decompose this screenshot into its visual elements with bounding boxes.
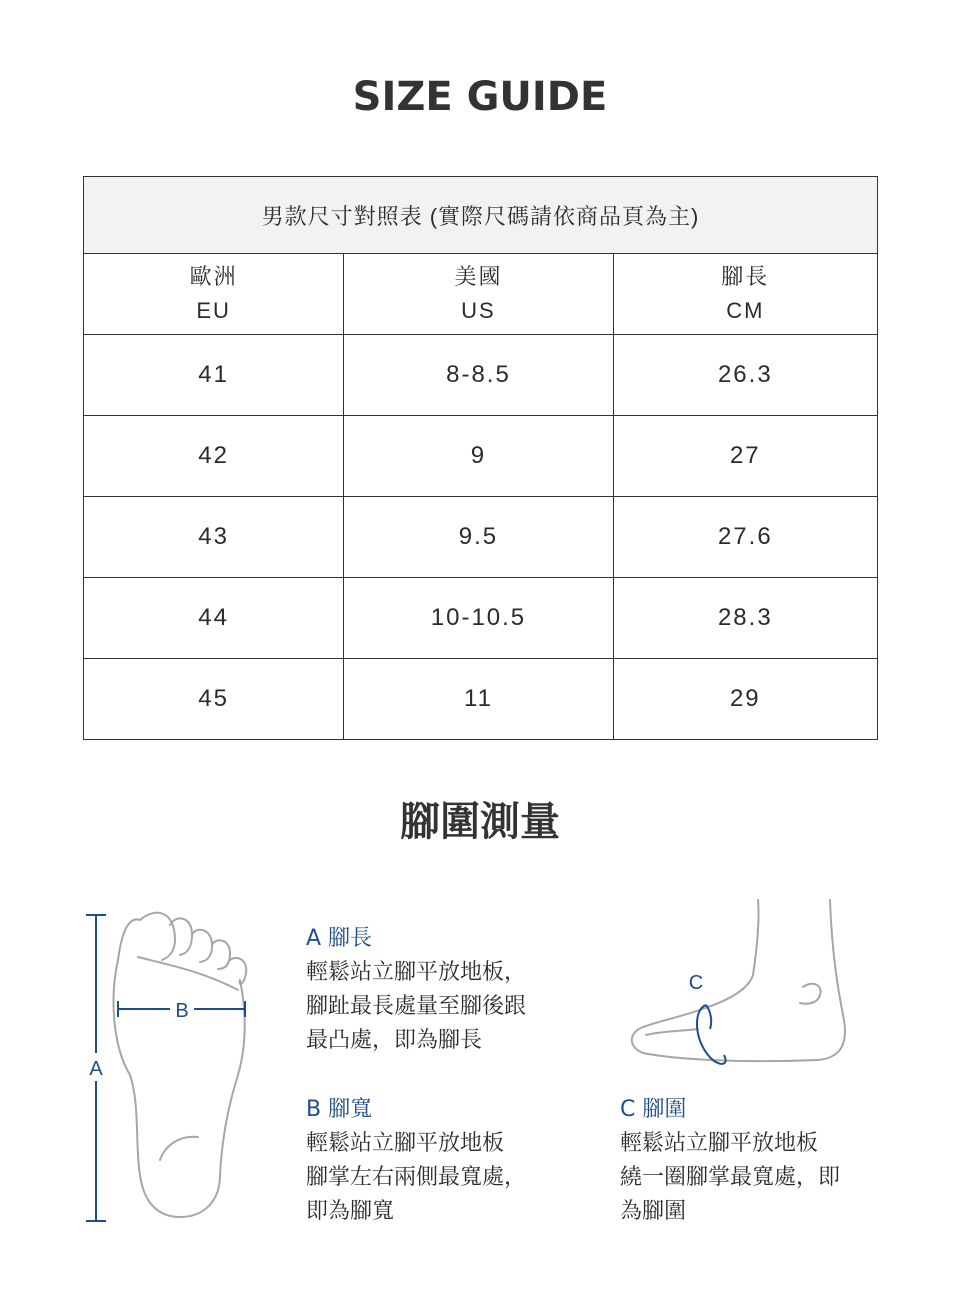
header-us-en: US: [461, 298, 496, 323]
cell-eu: 43: [84, 497, 344, 578]
desc-b-label: B 腳寬: [306, 1097, 373, 1122]
cell-cm: 27: [613, 416, 877, 497]
table-row: [84, 416, 878, 497]
cell-cm: 27.6: [613, 497, 877, 578]
header-us: [344, 254, 613, 335]
foot-sole-diagram: [80, 905, 260, 1225]
cell-eu: 41: [84, 335, 344, 416]
desc-c-line: 輕鬆站立腳平放地板: [620, 1131, 819, 1156]
cell-cm: 26.3: [613, 335, 877, 416]
table-row: [84, 578, 878, 659]
header-eu-zh: 歐洲: [189, 264, 238, 289]
desc-a-line: 腳趾最長處量至腳後跟: [306, 994, 527, 1019]
desc-a-line: 輕鬆站立腳平放地板，: [306, 960, 527, 985]
desc-c: [620, 1093, 840, 1229]
desc-a-label: A 腳長: [306, 926, 373, 951]
size-table: [83, 176, 878, 740]
desc-b-line: 腳掌左右兩側最寬處，: [306, 1165, 527, 1190]
cell-cm: 28.3: [613, 578, 877, 659]
table-row: [84, 659, 878, 740]
table-header-row: [84, 254, 878, 335]
cell-us: 9: [344, 416, 613, 497]
header-cm: [613, 254, 877, 335]
label-c: C: [688, 972, 704, 994]
label-a: A: [89, 1058, 103, 1080]
header-cm-en: CM: [726, 298, 765, 323]
cell-us: 9.5: [344, 497, 613, 578]
desc-a-line: 最凸處，即為腳長: [306, 1028, 483, 1053]
measure-title: 腳圍測量: [400, 799, 560, 845]
desc-c-line: 繞一圈腳掌最寬處，即: [620, 1165, 841, 1190]
cell-eu: 44: [84, 578, 344, 659]
desc-b-line: 輕鬆站立腳平放地板: [306, 1131, 505, 1156]
cell-us: 8-8.5: [344, 335, 613, 416]
page-title: SIZE GUIDE: [352, 74, 608, 120]
cell-us: 11: [344, 659, 613, 740]
foot-side-diagram: [628, 895, 858, 1065]
desc-c-line: 為腳圍: [620, 1199, 687, 1224]
header-eu-en: EU: [196, 298, 231, 323]
cell-us: 10-10.5: [344, 578, 613, 659]
cell-eu: 42: [84, 416, 344, 497]
header-cm-zh: 腳長: [721, 264, 770, 289]
desc-a: [306, 922, 526, 1058]
desc-b-line: 即為腳寬: [306, 1199, 395, 1224]
table-caption: 男款尺寸對照表 (實際尺碼請依商品頁為主): [84, 177, 878, 254]
header-us-zh: 美國: [454, 264, 503, 289]
cell-eu: 45: [84, 659, 344, 740]
desc-c-label: C 腳圍: [620, 1097, 687, 1122]
table-row: [84, 497, 878, 578]
desc-b: [306, 1093, 526, 1229]
label-b: B: [175, 1000, 189, 1022]
table-row: [84, 335, 878, 416]
cell-cm: 29: [613, 659, 877, 740]
header-eu: [84, 254, 344, 335]
